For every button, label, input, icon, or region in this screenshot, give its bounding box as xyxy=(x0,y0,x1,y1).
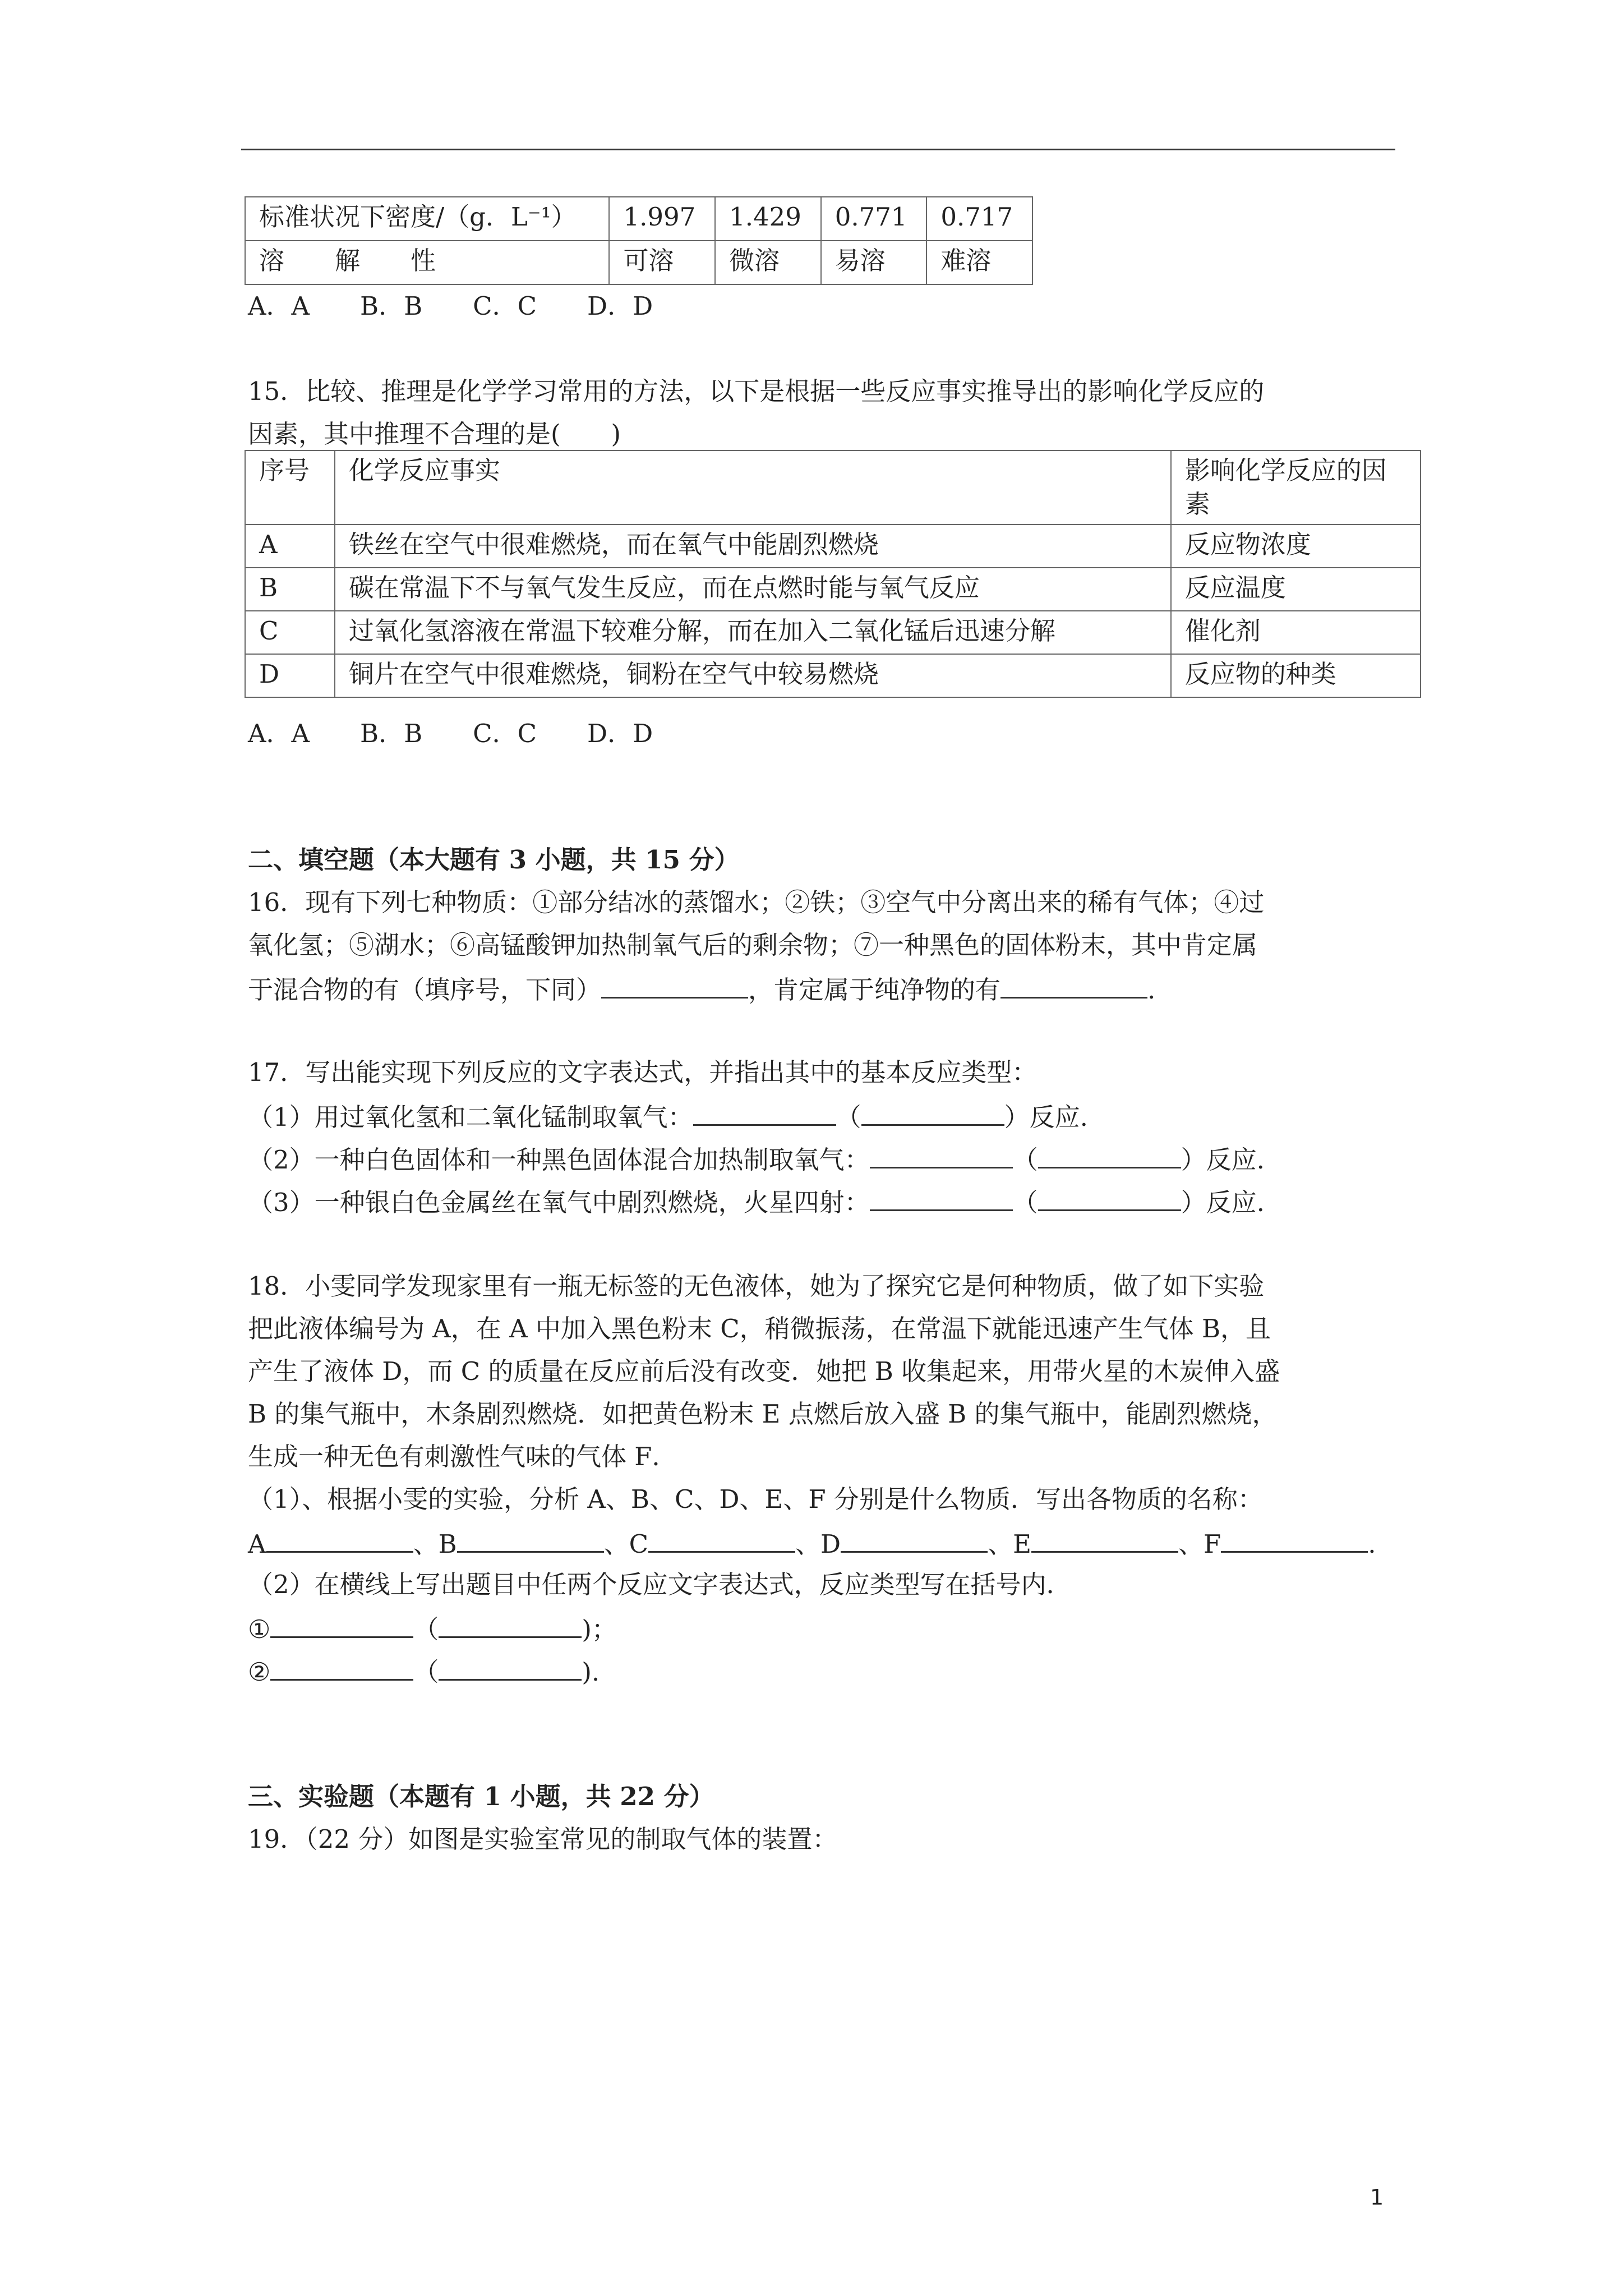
q18-type-blank-2[interactable] xyxy=(439,1649,582,1681)
header-rule xyxy=(241,149,1395,150)
q17-expression-blank-1[interactable] xyxy=(693,1094,836,1126)
q17-text-line1: 17．写出能实现下列反应的文字表达式，并指出其中的基本反应类型： xyxy=(248,1057,1038,1087)
table-cell: 易溶 xyxy=(821,241,927,284)
circled-number: ② xyxy=(248,1657,271,1687)
q17-item-text: （2）一种白色固体和一种黑色固体混合加热制取氧气： xyxy=(248,1145,870,1175)
q18-blank-d[interactable] xyxy=(841,1521,988,1553)
circled-number: ① xyxy=(248,1614,271,1644)
q19-text: 19．（22 分）如图是实验室常见的制取气体的装置： xyxy=(248,1824,838,1854)
q17-item-text: （3）一种银白色金属丝在氧气中剧烈燃烧，火星四射： xyxy=(248,1188,870,1217)
q18-text-line1: 18．小雯同学发现家里有一瓶无标签的无色液体，她为了探究它是何种物质，做了如下实验 xyxy=(248,1271,1265,1301)
q18-blank-a[interactable] xyxy=(266,1521,413,1553)
q18-reaction1 xyxy=(248,1606,617,1651)
q18-letter-label: 、D xyxy=(795,1529,841,1559)
q16-answer-blank-pure[interactable] xyxy=(1000,967,1147,999)
q18-letter-label: 、C xyxy=(603,1529,649,1559)
q17-type-blank-3[interactable] xyxy=(1038,1179,1181,1211)
table-cell: 反应温度 xyxy=(1171,568,1421,611)
table-cell: 可溶 xyxy=(609,241,715,284)
q18-letter-label: 、B xyxy=(413,1529,457,1559)
q16-text: 于混合物的有（填序号，下同） xyxy=(248,975,602,1005)
q18-letter-label: 、E xyxy=(988,1529,1031,1559)
q17-type-blank-1[interactable] xyxy=(861,1094,1004,1126)
q17-paren-close: ）反应. xyxy=(1004,1102,1088,1132)
paren-close: )； xyxy=(582,1614,617,1644)
table-cell: 反应物的种类 xyxy=(1171,654,1421,697)
q16-answer-blank-mixture[interactable] xyxy=(601,967,748,999)
q17-item-text: （1）用过氧化氢和二氧化锰制取氧气： xyxy=(248,1102,693,1132)
q18-reaction-blank-2[interactable] xyxy=(270,1649,413,1681)
table-row xyxy=(245,568,1421,611)
q17-expression-blank-3[interactable] xyxy=(870,1179,1013,1211)
table-row xyxy=(245,524,1421,568)
table-cell: 标准状况下密度/（g．L⁻¹） xyxy=(245,197,609,241)
q17-item3 xyxy=(248,1179,1265,1224)
q17-item1 xyxy=(248,1094,1088,1139)
q17-type-blank-2[interactable] xyxy=(1038,1137,1181,1168)
q18-blank-c[interactable] xyxy=(648,1521,795,1553)
table-cell: A xyxy=(245,524,335,568)
table-cell: 0.771 xyxy=(821,197,927,241)
q18-text-line5: 生成一种无色有刺激性气味的气体 F． xyxy=(248,1442,677,1471)
paren-open: （ xyxy=(413,1657,439,1687)
q15-text-line2: 因素，其中推理不合理的是( ) xyxy=(248,419,621,449)
table-row xyxy=(245,197,1032,241)
table-cell: 微溶 xyxy=(715,241,821,284)
table-cell: C xyxy=(245,611,335,654)
table-cell: 1.429 xyxy=(715,197,821,241)
q16-text: . xyxy=(1147,975,1156,1005)
table-cell: 0.717 xyxy=(926,197,1032,241)
q18-type-blank-1[interactable] xyxy=(439,1606,582,1638)
q18-sub2: （2）在横线上写出题目中任两个反应文字表达式，反应类型写在括号内． xyxy=(248,1570,1072,1599)
q16-text-line2: 氧化氢；⑤湖水；⑥高锰酸钾加热制氧气后的剩余物；⑦一种黑色的固体粉末，其中肯定属 xyxy=(248,930,1258,960)
section3-title: 三、实验题（本题有 1 小题，共 22 分） xyxy=(248,1782,714,1811)
q18-text-line2: 把此液体编号为 A，在 A 中加入黑色粉末 C，稍微振荡，在常温下就能迅速产生气体 B，且 xyxy=(248,1314,1271,1343)
q16-text: ，肯定属于纯净物的有 xyxy=(748,975,1001,1005)
table-cell: B xyxy=(245,568,335,611)
table-header-row xyxy=(245,450,1421,524)
table-cell: 催化剂 xyxy=(1171,611,1421,654)
table-cell: 溶 解 性 xyxy=(245,241,609,284)
q18-blank-b[interactable] xyxy=(457,1521,604,1553)
table-cell: 碳在常温下不与氧气发生反应，而在点燃时能与氧气反应 xyxy=(335,568,1171,611)
table-cell: 铜片在空气中很难燃烧，铜粉在空气中较易燃烧 xyxy=(335,654,1171,697)
q18-period: . xyxy=(1368,1529,1376,1559)
q18-blank-f[interactable] xyxy=(1221,1521,1368,1553)
table-cell: 过氧化氢溶液在常温下较难分解，而在加入二氧化锰后迅速分解 xyxy=(335,611,1171,654)
q18-letter-label: 、F xyxy=(1178,1529,1221,1559)
q17-item2 xyxy=(248,1137,1265,1181)
q17-paren-open: （ xyxy=(1012,1188,1038,1217)
q14-options: A．A B．B C．C D．D xyxy=(248,291,653,321)
paren-open: （ xyxy=(413,1614,439,1644)
table-header-cell: 序号 xyxy=(245,450,335,524)
q16-text-line3 xyxy=(248,967,1155,1011)
q18-text-line3: 产生了液体 D，而 C 的质量在反应前后没有改变．她把 B 收集起来，用带火星的木炭伸入盛 xyxy=(248,1356,1280,1386)
table-cell: 1.997 xyxy=(609,197,715,241)
table-cell: 铁丝在空气中很难燃烧，而在氧气中能剧烈燃烧 xyxy=(335,524,1171,568)
q18-blank-e[interactable] xyxy=(1031,1521,1178,1553)
paren-close: ). xyxy=(582,1657,600,1687)
q17-paren-close: ）反应. xyxy=(1181,1188,1265,1217)
table-header-cell: 影响化学反应的因素 xyxy=(1171,450,1421,524)
q17-paren-open: （ xyxy=(836,1102,861,1132)
table-cell: 反应物浓度 xyxy=(1171,524,1421,568)
table-row xyxy=(245,611,1421,654)
q18-reaction2 xyxy=(248,1649,600,1694)
table-cell: D xyxy=(245,654,335,697)
q17-paren-open: （ xyxy=(1012,1145,1038,1175)
q18-name-blanks xyxy=(248,1521,1376,1566)
q17-expression-blank-2[interactable] xyxy=(870,1137,1013,1168)
table-header-cell: 化学反应事实 xyxy=(335,450,1171,524)
section2-title: 二、填空题（本大题有 3 小题，共 15 分） xyxy=(248,845,740,875)
page-number: 1 xyxy=(1370,2185,1384,2210)
table-row xyxy=(245,654,1421,697)
q18-sub1: （1）、根据小雯的实验，分析 A、B、C、D、E、F 分别是什么物质．写出各物质的名称： xyxy=(248,1484,1263,1514)
q18-text-line4: B 的集气瓶中，木条剧烈燃烧．如把黄色粉末 E 点燃后放入盛 B 的集气瓶中，能剧烈燃烧， xyxy=(248,1399,1278,1429)
q15-options: A．A B．B C．C D．D xyxy=(248,719,653,748)
q18-letter-label: A xyxy=(248,1529,266,1559)
q18-reaction-blank-1[interactable] xyxy=(270,1606,413,1638)
table-cell: 难溶 xyxy=(926,241,1032,284)
density-solubility-table xyxy=(245,196,1033,285)
q17-paren-close: ）反应. xyxy=(1181,1145,1265,1175)
q16-text-line1: 16．现有下列七种物质：①部分结冰的蒸馏水；②铁；③空气中分离出来的稀有气体；④过 xyxy=(248,887,1265,917)
reaction-factor-table xyxy=(245,450,1421,698)
q15-text-line1: 15．比较、推理是化学学习常用的方法，以下是根据一些反应事实推导出的影响化学反应的 xyxy=(248,376,1265,406)
table-row xyxy=(245,241,1032,284)
